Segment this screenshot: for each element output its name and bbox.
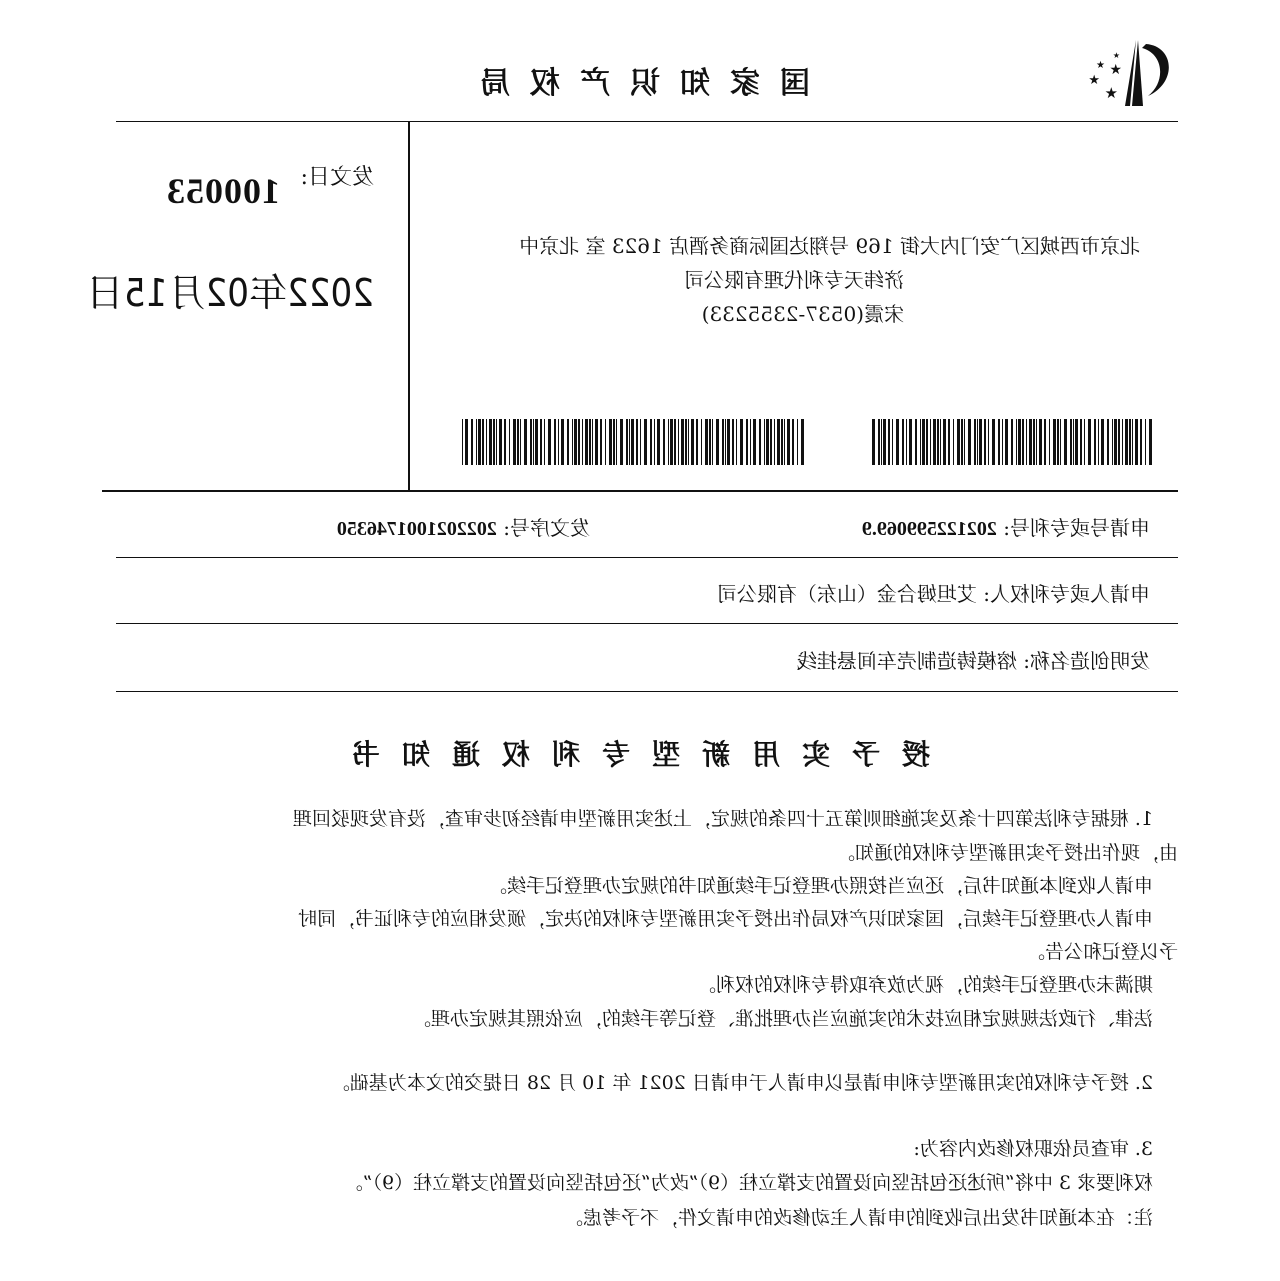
divider	[116, 557, 1178, 558]
dispatch-date-label: 发文日:	[300, 165, 374, 190]
divider	[116, 691, 1178, 692]
applicant: 艾坦姆合金（山东）有限公司	[716, 582, 977, 606]
svg-text:★: ★	[1109, 62, 1122, 78]
paragraph: 由，现作出授予实用新型专利权的通知。	[835, 842, 1178, 864]
invention-title: 熔模铸造制壳车间悬挂线	[796, 649, 1017, 673]
postcode: 100053	[166, 171, 280, 211]
paragraph: 期满未办理登记手续的，视为放弃取得专利权的权利。	[696, 974, 1153, 996]
divider	[116, 121, 1178, 122]
invention-label: 发明创造名称:	[1023, 649, 1150, 673]
notice-title: 授予实用新型专利权通知书	[329, 738, 930, 771]
svg-text:★: ★	[1088, 73, 1100, 88]
svg-text:★: ★	[1112, 51, 1120, 60]
dispatch-date: 2022年02月15日	[86, 271, 374, 315]
applicant-label: 申请人或专利权人:	[983, 582, 1150, 606]
paragraph: 权利要求 3 中将“所述还包括竖向设置的支撑立柱（9）”改为“还包括竖向设置的支撑立柱（9）”。	[343, 1172, 1153, 1194]
paragraph: 2. 授予专利权的实用新型专利申请是以申请人于申请日 2021 年 10 月 28 日提交的文本为基础。	[330, 1072, 1153, 1094]
paragraph: 注：在本通知书发出后收到的申请人主动修改的申请文件，不予考虑。	[563, 1207, 1153, 1229]
barcode-left	[866, 419, 1152, 465]
serial-number-label: 发文序号:	[503, 516, 590, 540]
paragraph: 申请人收到本通知书后，还应当按照办理登记手续通知书的规定办理登记手续。	[487, 875, 1153, 897]
svg-text:★: ★	[1104, 84, 1118, 102]
application-number: 202122599069.9	[861, 518, 997, 540]
svg-text:★: ★	[1096, 60, 1105, 71]
paragraph: 申请人办理登记手续后，国家知识产权局作出授予实用新型专利权的决定，颁发相应的专利证书，同时	[297, 908, 1153, 930]
barcode-right	[458, 419, 804, 465]
address-line: 济纬天专利代理有限公司	[684, 268, 904, 292]
serial-number: 2022021001746350	[336, 518, 497, 540]
paragraph: 3. 审查员依职权修改内容为:	[913, 1138, 1153, 1160]
divider	[408, 122, 410, 490]
applicant-row	[717, 578, 1150, 607]
cnipa-logo-icon	[1082, 38, 1182, 110]
application-number-label: 申请号或专利号:	[1003, 516, 1150, 540]
divider	[102, 490, 1178, 492]
paragraph: 1. 根据专利法第四十条及实施细则第五十四条的规定，上述实用新型申请经初步审查，没有发现驳回理	[292, 808, 1153, 830]
application-number-row	[862, 512, 1150, 541]
office-title: 国家知识产权局	[460, 66, 810, 101]
serial-number-row	[337, 512, 590, 541]
contact: 宋震(0537-2355233)	[701, 302, 904, 326]
invention-row	[797, 645, 1150, 674]
paragraph: 予以登记和公告。	[1025, 941, 1178, 963]
paragraph: 法律、行政法规规定相应技术的实施应当办理批准、登记等手续的，应依照其规定办理。	[411, 1008, 1153, 1030]
divider	[116, 623, 1178, 624]
address-line: 北京市西城区广安门内大街 169 号翔达国际商务酒店 1623 室 北京中	[519, 234, 1140, 258]
